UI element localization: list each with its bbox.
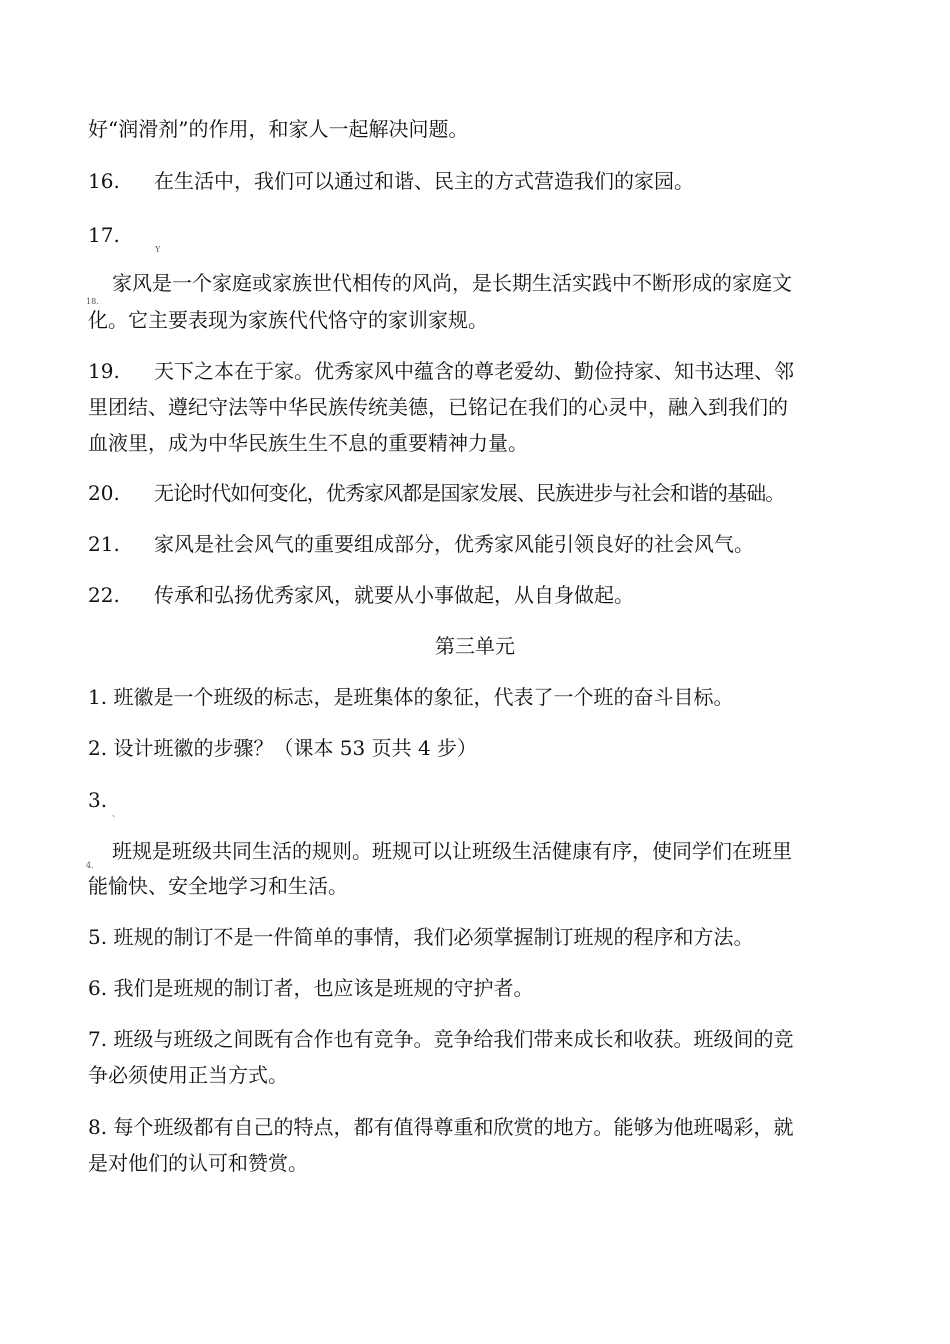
list-item-21	[88, 527, 868, 561]
unit3-item-7-line1: 7. 班级与班级之间既有合作也有竞争。竞争给我们带来成长和收获。班级间的竞	[88, 1027, 794, 1051]
list-item-22	[88, 578, 868, 612]
unit3-item-5: 5. 班规的制订不是一件简单的事情，我们必须掌握制订班规的程序和方法。	[88, 925, 754, 949]
section-heading: 第三单元	[435, 634, 515, 658]
stray-mark: 、	[112, 809, 120, 818]
unit3-item-3	[88, 783, 868, 817]
list-item-19-line1	[88, 354, 868, 388]
unit3-item-8-line2: 是对他们的认可和赞赏。	[88, 1151, 308, 1175]
item-number: 21.	[88, 532, 120, 556]
item-text: 家风是社会风气的重要组成部分，优秀家风能引领良好的社会风气。	[154, 532, 754, 556]
item-number: 20.	[88, 481, 120, 505]
list-item-19-line2: 里团结、遵纪守法等中华民族传统美德，已铭记在我们的心灵中，融入到我们的	[88, 395, 788, 419]
item-18-number: 18.	[86, 297, 99, 306]
unit3-item-4-line1: 班规是班级共同生活的规则。班规可以让班级生活健康有序，使同学们在班里	[112, 839, 792, 863]
item-text: 天下之本在于家。优秀家风中蕴含的尊老爱幼、勤俭持家、知书达理、邻	[154, 359, 794, 383]
item-15-continuation: 好“润滑剂”的作用，和家人一起解决问题。	[88, 117, 469, 141]
item-number: 3.	[88, 788, 108, 812]
item-number: 19.	[88, 359, 120, 383]
list-item-17	[88, 218, 868, 252]
item-number: 17.	[88, 223, 120, 247]
list-item-18-line2: 化。它主要表现为家族代代恪守的家训家规。	[88, 308, 488, 332]
item-number: 22.	[88, 583, 120, 607]
list-item-19-line3: 血液里，成为中华民族生生不息的重要精神力量。	[88, 431, 528, 455]
stray-mark: Y	[155, 245, 161, 254]
item-text: 在生活中，我们可以通过和谐、民主的方式营造我们的家园。	[154, 169, 694, 193]
item-number: 16.	[88, 169, 120, 193]
list-item-18-line1: 家风是一个家庭或家族世代相传的风尚，是长期生活实践中不断形成的家庭文	[112, 271, 792, 295]
item-text: 传承和弘扬优秀家风，就要从小事做起，从自身做起。	[154, 583, 634, 607]
unit3-item-8-line1: 8. 每个班级都有自己的特点，都有值得尊重和欣赏的地方。能够为他班喝彩，就	[88, 1115, 794, 1139]
item-text: 无论时代如何变化，优秀家风都是国家发展、民族进步与社会和谐的基础。	[154, 481, 785, 505]
unit3-item-1: 1. 班徽是一个班级的标志，是班集体的象征，代表了一个班的奋斗目标。	[88, 685, 734, 709]
list-item-20	[88, 476, 868, 510]
unit3-item-4-line2: 能愉快、安全地学习和生活。	[88, 874, 348, 898]
unit3-item-7-line2: 争必须使用正当方式。	[88, 1063, 288, 1087]
list-item-16	[88, 164, 868, 198]
unit3-item-4-number: 4.	[86, 861, 94, 870]
unit3-item-6: 6. 我们是班规的制订者，也应该是班规的守护者。	[88, 976, 534, 1000]
unit3-item-2: 2. 设计班徽的步骤？（课本 53 页共 4 步）	[88, 736, 478, 760]
